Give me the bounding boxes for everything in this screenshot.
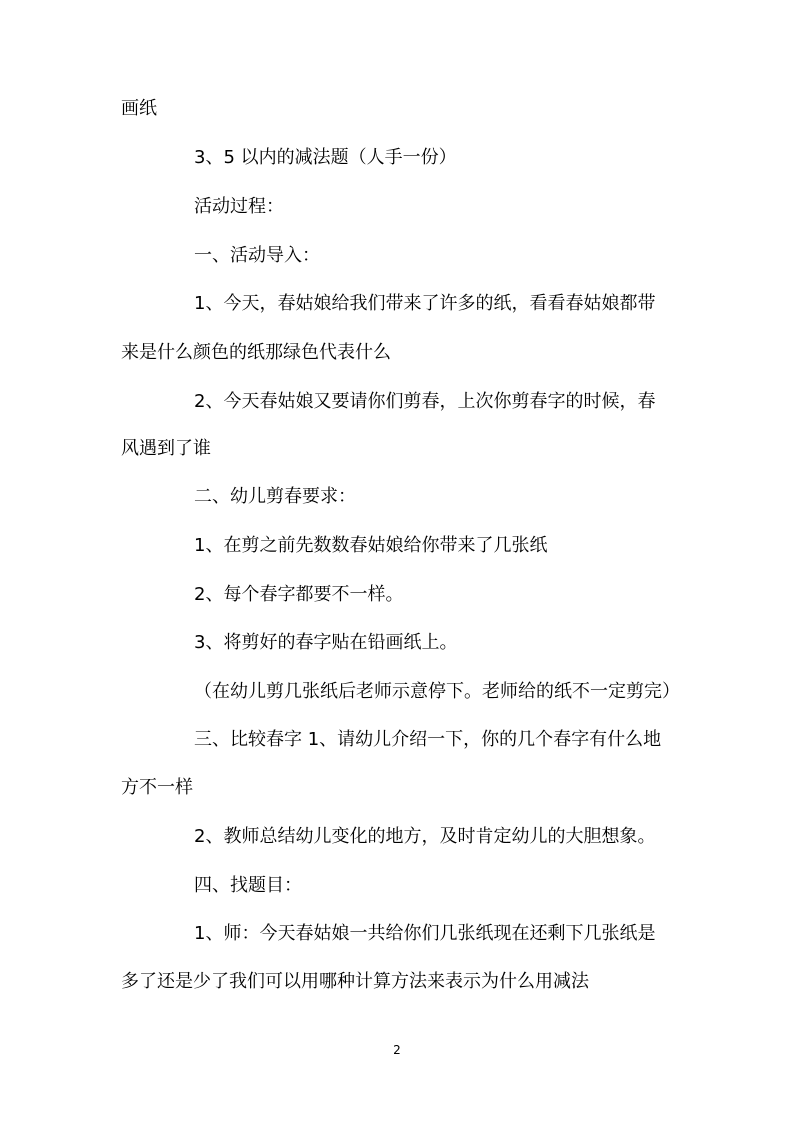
- text-line-3: 活动过程：: [194, 196, 284, 217]
- text-line-7: 2、今天春姑娘又要请你们剪春，上次你剪春字的时候，春: [194, 391, 656, 412]
- text-line-19: 多了还是少了我们可以用哪种计算方法来表示为什么用减法: [121, 971, 589, 992]
- text-line-11: 2、每个春字都要不一样。: [194, 584, 404, 605]
- page-number: 2: [393, 1043, 401, 1057]
- text-line-13: （在幼儿剪几张纸后老师示意停下。老师给的纸不一定剪完）: [194, 681, 680, 702]
- text-line-15: 方不一样: [121, 777, 193, 798]
- text-line-1: 画纸: [121, 98, 157, 119]
- text-line-14: 三、比较春字 1、请幼儿介绍一下，你的几个春字有什么地: [194, 729, 662, 750]
- text-line-6: 来是什么颜色的纸那绿色代表什么: [121, 342, 391, 363]
- text-line-8: 风遇到了谁: [121, 438, 211, 459]
- text-line-16: 2、教师总结幼儿变化的地方，及时肯定幼儿的大胆想象。: [194, 826, 656, 847]
- text-line-17: 四、找题目：: [194, 875, 302, 896]
- text-line-9: 二、幼儿剪春要求：: [194, 486, 356, 507]
- text-line-18: 1、师：今天春姑娘一共给你们几张纸现在还剩下几张纸是: [194, 923, 656, 944]
- text-line-2: 3、5 以内的减法题（人手一份）: [194, 147, 457, 168]
- text-line-10: 1、在剪之前先数数春姑娘给你带来了几张纸: [194, 535, 548, 556]
- text-line-5: 1、今天，春姑娘给我们带来了许多的纸，看看春姑娘都带: [194, 293, 656, 314]
- text-line-12: 3、将剪好的春字贴在铅画纸上。: [194, 632, 458, 653]
- text-line-4: 一、活动导入：: [194, 245, 320, 266]
